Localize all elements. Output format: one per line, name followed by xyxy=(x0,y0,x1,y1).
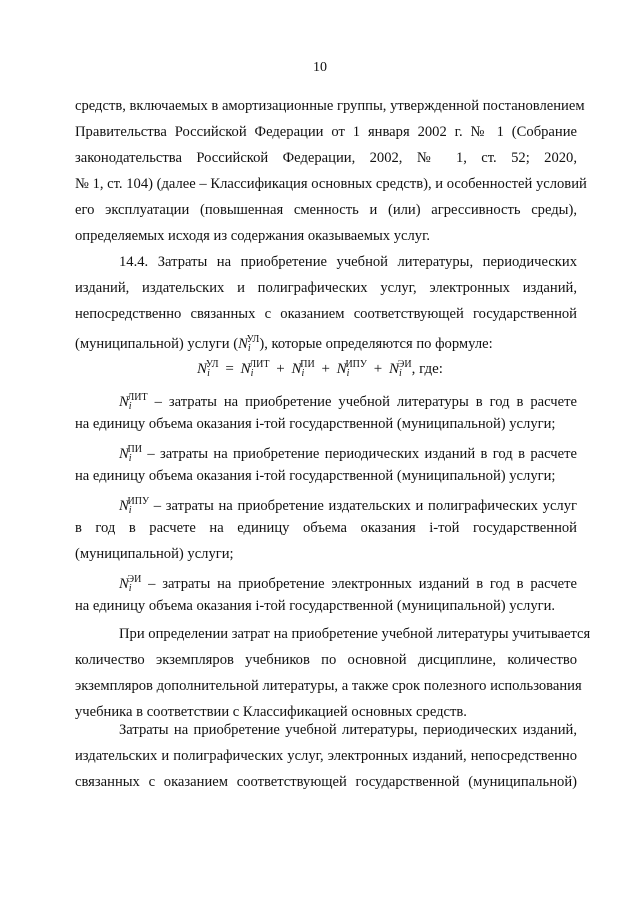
text-line: издательских и полиграфических услуг, электронных изданий, непосредственно xyxy=(75,748,577,764)
text-line: Правительства Российской Федерации от 1 января 2002 г. № 1 (Собрание xyxy=(75,124,577,140)
text-line: учебника в соответствии с Классификацией основных средств. xyxy=(75,704,467,720)
text-line: Затраты на приобретение учебной литературы, периодических изданий, xyxy=(119,722,577,738)
definition-ipu: $N_i^{ИПУ}$ – затраты на приобретение издательских и полиграфических услуг xyxy=(119,496,577,516)
text-line: изданий, издательских и полиграфических услуг, электронных изданий, xyxy=(75,280,577,296)
text-line: на единицу объема оказания i-той государственной (муниципальной) услуги. xyxy=(75,598,556,614)
text-line: При определении затрат на приобретение учебной литературы учитывается xyxy=(119,626,591,642)
text-line: средств, включаемых в амортизационные группы, утвержденной постановлением xyxy=(75,98,585,114)
text-line: 14.4. Затраты на приобретение учебной литературы, периодических xyxy=(119,254,577,270)
text-line: его эксплуатации (повышенная сменность и (или) агрессивность среды), xyxy=(75,202,577,218)
text-line: экземпляров дополнительной литературы, а также срок полезного использования xyxy=(75,678,582,694)
text-line: определяемых исходя из содержания оказываемых услуг. xyxy=(75,228,431,244)
text-line: законодательства Российской Федерации, 2002, № 1, ст. 52; 2020, xyxy=(75,150,577,166)
formula: $N_i^{УЛ} = N_i^{ЛИТ} + N_i^{ПИ} + N_i^{ИПУ} + N_i^{ЭИ}$, где: xyxy=(197,359,443,379)
page-number: 10 xyxy=(313,60,327,75)
text-line: на единицу объема оказания i-той государственной (муниципальной) услуги; xyxy=(75,468,556,484)
text-line-with-symbol: (муниципальной) услуги $(N_i^{УЛ})$, которые определяются по формуле: xyxy=(75,334,493,354)
definition-lit: $N_i^{ЛИТ}$ – затраты на приобретение учебной литературы в год в расчете xyxy=(119,392,577,412)
text-line: на единицу объема оказания i-той государственной (муниципальной) услуги; xyxy=(75,416,556,432)
definition-ei: $N_i^{ЭИ}$ – затраты на приобретение электронных изданий в год в расчете xyxy=(119,574,577,594)
text-line: непосредственно связанных с оказанием соответствующей государственной xyxy=(75,306,577,322)
definition-pi: $N_i^{ПИ}$ – затраты на приобретение периодических изданий в год в расчете xyxy=(119,444,577,464)
text-line: связанных с оказанием соответствующей государственной (муниципальной) xyxy=(75,774,577,790)
text-line: № 1, ст. 104) (далее – Классификация основных средств), и особенностей условий xyxy=(75,176,587,192)
text-line: в год в расчете на единицу объема оказания i-той государственной xyxy=(75,520,577,536)
text-line: количество экземпляров учебников по основной дисциплине, количество xyxy=(75,652,577,668)
text-line: (муниципальной) услуги; xyxy=(75,546,234,562)
